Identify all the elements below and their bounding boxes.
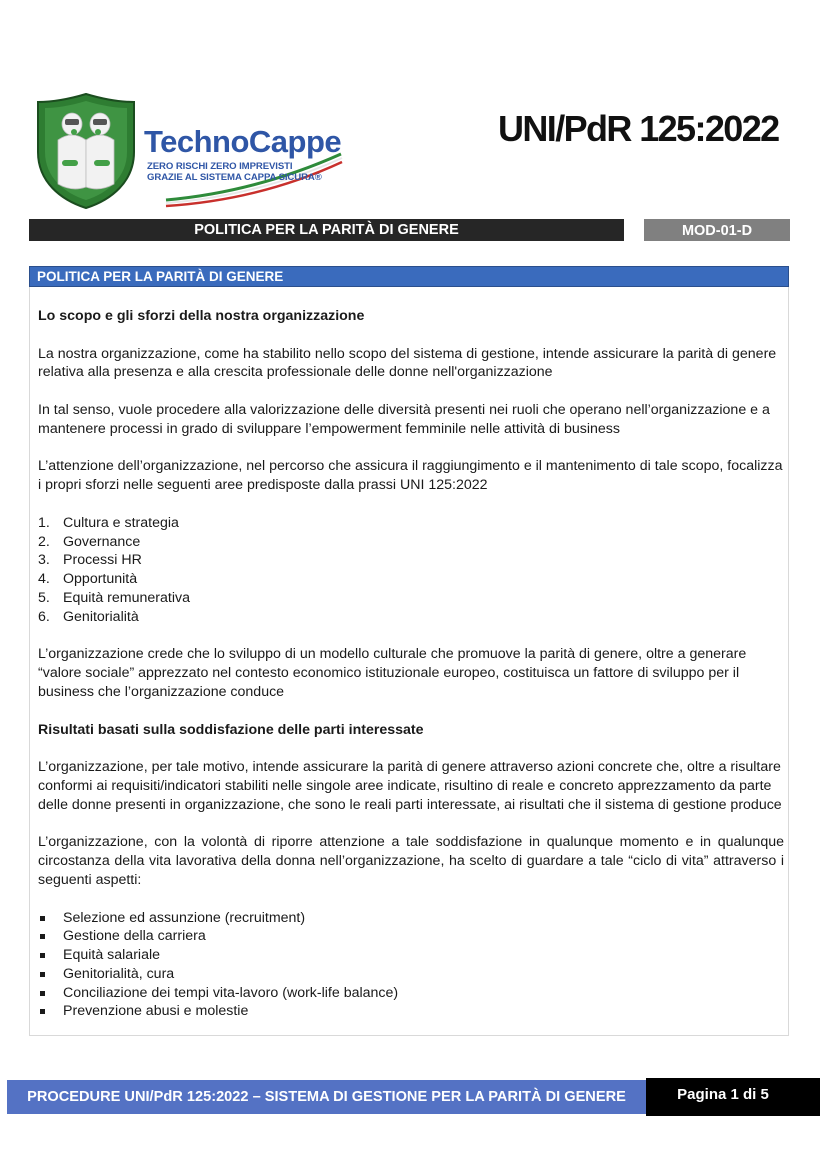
brand-name: TechnoCappe <box>144 124 342 159</box>
areas-list <box>38 514 784 627</box>
heading-results: Risultati basati sulla soddisfazione delle parti interessate <box>38 721 424 738</box>
standard-title: UNI/PdR 125:2022 <box>498 108 779 149</box>
company-logo <box>36 92 346 210</box>
list-item: Conciliazione dei tempi vita-lavoro (work-life balance) <box>38 984 784 1003</box>
list-item: 3. Processi HR <box>38 552 142 569</box>
policy-body <box>38 307 784 1040</box>
policy-content-box <box>29 266 789 1036</box>
square-bullet-icon <box>40 953 45 958</box>
document-title-bar: POLITICA PER LA PARITÀ DI GENERE <box>29 219 624 241</box>
document-code-badge: MOD-01-D <box>644 219 790 241</box>
paragraph-6: L’organizzazione, con la volontà di riporre attenzione a tale soddisfazione in qualunque momento e in qualunque circostanza della vita lavorativa della donna nell’organizzazione, ha scelto di guardare a tale “ciclo di vita” attraverso i seguenti aspetti: <box>38 834 784 888</box>
square-bullet-icon <box>40 972 45 977</box>
list-item: Equità salariale <box>38 946 784 965</box>
paragraph-1: La nostra organizzazione, come ha stabilito nello scopo del sistema di gestione, intende assicurare la parità di genere relativa alla presenza e alla crescita professionale delle donne nell'organizzazione <box>38 345 777 381</box>
list-item: 2. Governance <box>38 533 141 550</box>
tagline-line-2: GRAZIE AL SISTEMA CAPPA SICURA® <box>147 171 322 183</box>
list-item: Genitorialità, cura <box>38 965 784 984</box>
list-item: Selezione ed assunzione (recruitment) <box>38 909 784 928</box>
list-item: 4. Opportunità <box>38 571 138 588</box>
paragraph-2: In tal senso, vuole procedere alla valorizzazione delle diversità presenti nei ruoli che operano nell’organizzazione e a mantenere processi in grado di sviluppare l’empowerment femminile nelle attività di business <box>38 401 770 437</box>
square-bullet-icon <box>40 934 45 939</box>
paragraph-3: L’attenzione dell’organizzazione, nel percorso che assicura il raggiungimento e il mantenimento di tale scopo, focalizza i propri sforzi nelle seguenti aree predisposte dalla prassi UNI 125:2022 <box>38 458 783 494</box>
list-item: Gestione della carriera <box>38 927 784 946</box>
paragraph-5: L’organizzazione, per tale motivo, intende assicurare la parità di genere attraverso azioni concrete che, oltre a risultare conformi ai requisiti/indicatori stabiliti nelle singole aree indicate, risultino di reale e concreto apprezzamento da parte delle donne presenti in organizzazione, che sono le reali parti interessate, ai risultati che il sistema di gestione produce <box>38 759 782 813</box>
list-item: 1. Cultura e strategia <box>38 514 179 531</box>
heading-scope: Lo scopo e gli sforzi della nostra organizzazione <box>38 308 365 324</box>
list-item: 6. Genitorialità <box>38 608 139 625</box>
section-header: POLITICA PER LA PARITÀ DI GENERE <box>29 266 789 287</box>
square-bullet-icon <box>40 1009 45 1014</box>
paragraph-4: L’organizzazione crede che lo sviluppo di un modello culturale che promuove la parità di genere, oltre a generare “valore sociale” apprezzato nel contesto economico istituzionale europeo, costituisca un fattore di sviluppo per il business che l’organizzazione conduce <box>38 646 747 700</box>
square-bullet-icon <box>40 991 45 996</box>
tagline-line-1: ZERO RISCHI ZERO IMPREVISTI <box>147 161 293 172</box>
aspects-list <box>38 909 784 1022</box>
square-bullet-icon <box>40 916 45 921</box>
list-item: 5. Equità remunerativa <box>38 589 190 606</box>
list-item: Prevenzione abusi e molestie <box>38 1002 784 1021</box>
page-number: Pagina 1 di 5 <box>646 1078 820 1116</box>
footer-procedure-bar: PROCEDURE UNI/PdR 125:2022 – SISTEMA DI GESTIONE PER LA PARITÀ DI GENERE <box>7 1080 646 1114</box>
brand-tagline <box>147 162 322 183</box>
